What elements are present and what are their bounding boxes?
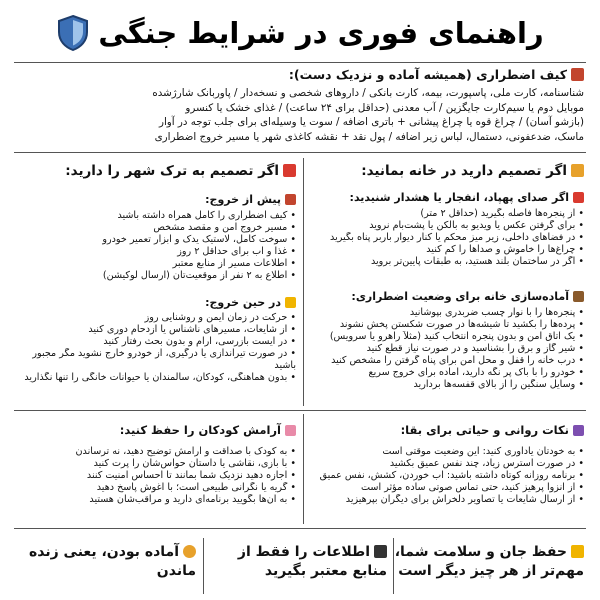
compass-icon [183, 545, 196, 558]
stay-title [361, 163, 584, 179]
kids-list [14, 446, 296, 506]
list-item: • اطلاع به ۲ نفر از موقعیت‌تان (ارسال لوکیشن) [14, 270, 296, 282]
prep-heading-text: آماده‌سازی خانه برای وضعیت اضطراری: [351, 290, 569, 303]
mental-heading-text: نکات روانی و حیاتی برای بقا: [400, 423, 569, 437]
before-heading [14, 193, 296, 206]
list-item: • اطلاعات مسیر از منابع معتبر [14, 258, 296, 270]
list-item: • شیر گاز و برق را بشناسید و در صورت نیاز قطع کنید [302, 343, 584, 355]
house-icon [571, 164, 584, 177]
page-title: راهنمای فوری در شرایط جنگی [98, 16, 544, 50]
shield-icon [56, 14, 90, 52]
mental-heading [401, 423, 584, 437]
list-item: • مسیر خروج امن و مقصد مشخص [14, 222, 296, 234]
kit-line: موبایل دوم یا سیم‌کارت جایگزین / آب معدنی (حداقل برای ۲۴ ساعت) / غذای خشک یا کنسرو [185, 101, 584, 114]
list-item: • پرده‌ها را بکشید تا شیشه‌ها در صورت شکستن پخش نشوند [302, 319, 584, 331]
kit-line: (بازشو آسان) / چراغ قوه یا چراغ پیشانی + باتری اضافه / سوت یا وسیله‌ای برای جلب توجه در آوار [158, 116, 584, 128]
meditation-icon [573, 425, 584, 436]
list-item: • وسایل سنگین را از بالای قفسه‌ها بردارید [302, 379, 584, 391]
leave-title-text: اگر تصمیم به ترک شهر را دارید: [65, 163, 279, 179]
door-icon [573, 291, 584, 302]
backpack-icon [285, 194, 296, 205]
footer-callout-ready [14, 543, 196, 581]
list-item: • در ایست بازرسی، آرام و بدون بحث رفتار کنید [14, 336, 296, 348]
phone-icon [374, 545, 387, 558]
before-heading-text: پیش از خروج: [205, 193, 281, 206]
list-item: • از شایعات، مسیرهای ناشناس یا ازدحام دوری کنید [14, 324, 296, 336]
warning-icon [285, 297, 296, 308]
kit-list [16, 86, 584, 144]
list-item: • به کودک با صداقت و آرامش توضیح دهید، نه ترساندن [14, 446, 296, 458]
list-item: • کیف اضطراری را کامل همراه داشته باشید [14, 210, 296, 222]
list-item: • غذا و آب برای حداقل ۲ روز [14, 246, 296, 258]
footer-callout-info [212, 543, 387, 581]
list-item: • از انزوا پرهیز کنید، حتی تماس صوتی ساده مؤثر است [302, 482, 584, 494]
kit-heading [289, 67, 584, 82]
kit-line: ماسک، ضدعفونی، دستمال، لباس زیر اضافه / پول نقد + نقشه کاغذی شهر یا مسیر خروج اضطراری [154, 130, 584, 143]
list-item: • درب خانه را قفل و محل امن برای پناه گرفتن را مشخص کنید [302, 355, 584, 367]
list-item: • حرکت در زمان ایمن و روشنایی روز [14, 312, 296, 324]
divider-footer-2 [203, 538, 204, 594]
list-item: • خودرو را با باک پر نگه دارید، آماده برای خروج سریع [302, 367, 584, 379]
siren-icon [573, 192, 584, 203]
page-title-row [0, 8, 600, 58]
during-heading [14, 296, 296, 309]
list-item: • برنامه روزانه کوتاه داشته باشید: آب خوردن، کشش، نفس عمیق [302, 470, 584, 482]
list-item: • به خودتان یادآوری کنید: این وضعیت موقتی است [302, 446, 584, 458]
list-item: • اگر در ساختمان بلند هستید، به طبقات پایین‌تر بروید [302, 256, 584, 268]
kids-heading [14, 423, 296, 437]
during-list [14, 312, 296, 384]
during-heading-text: در حین خروج: [205, 296, 281, 309]
mental-list [302, 446, 584, 506]
list-item: • در فضاهای داخلی، زیر میز محکم یا کنار دیوار باربر پناه بگیرید [302, 232, 584, 244]
alarm-list [302, 208, 584, 268]
prep-heading [351, 290, 584, 303]
brain-icon [285, 425, 296, 436]
before-list [14, 210, 296, 282]
leave-title [14, 163, 296, 179]
list-item: • با بازی، نقاشی یا داستان حواس‌شان را پرت کنید [14, 458, 296, 470]
footer-callout-life [394, 543, 584, 581]
backpack-icon [571, 68, 584, 81]
divider-bottom [14, 528, 586, 529]
car-icon [283, 164, 296, 177]
footer-callout-ready-text: آماده بودن، یعنی زنده ماندن [29, 544, 196, 579]
alarm-heading [350, 191, 584, 204]
kids-heading-text: آرامش کودکان را حفظ کنید: [119, 423, 281, 437]
list-item: • از ارسال شایعات یا تصاویر دلخراش برای دیگران بپرهیزید [302, 494, 584, 506]
list-item: • بدون هماهنگی، کودکان، سالمندان یا حیوانات خانگی را تنها نگذارید [14, 372, 296, 384]
divider-middle [14, 410, 586, 411]
list-item: • چراغ‌ها را خاموش و صداها را کم کنید [302, 244, 584, 256]
list-item: • سوخت کامل، لاستیک یدک و ابزار تعمیر خودرو [14, 234, 296, 246]
prep-list [302, 307, 584, 391]
footer-callout-life-text: حفظ جان و سلامت شما، مهم‌تر از هر چیز دیگر است [394, 544, 584, 579]
list-item: • در صورت تیراندازی یا درگیری، از خودرو خارج نشوید مگر مجبور باشید [14, 348, 296, 372]
list-item: • در صورت استرس زیاد، چند نفس عمیق بکشید [302, 458, 584, 470]
kit-heading-text: کیف اضطراری (همیشه آماده و نزدیک دست): [288, 67, 567, 82]
divider-top [14, 62, 586, 63]
stay-title-text: اگر تصمیم دارید در خانه بمانید: [361, 163, 567, 179]
list-item: • گریه یا نگرانی طبیعی است؛ با آغوش پاسخ دهید [14, 482, 296, 494]
divider-footer-1 [393, 538, 394, 594]
list-item: • به آن‌ها بگویید برنامه‌ای دارید و مراقب‌شان هستید [14, 494, 296, 506]
kit-line: شناسنامه، کارت ملی، پاسپورت، بیمه، کارت بانکی / داروهای شخصی و نسخه‌دار / پاوربانک شارژشده [152, 87, 584, 99]
list-item: • اجازه دهید نزدیک شما بمانند تا احساس امنیت کنند [14, 470, 296, 482]
footer-callout-info-text: اطلاعات را فقط از منابع معتبر بگیرید [237, 544, 387, 579]
list-item: • برای گرفتن عکس یا ویدیو به بالکن یا پشت‌بام نروید [302, 220, 584, 232]
divider-kit [14, 152, 586, 153]
warning-icon [571, 545, 584, 558]
list-item: • از پنجره‌ها فاصله بگیرید (حداقل ۲ متر) [302, 208, 584, 220]
alarm-heading-text: اگر صدای پهپاد، انفجار یا هشدار شنیدید: [349, 191, 569, 204]
list-item: • پنجره‌ها را با نوار چسب ضربدری بپوشانید [302, 307, 584, 319]
list-item: • یک اتاق امن و بدون پنجره انتخاب کنید (مثلاً راهرو یا سرویس) [302, 331, 584, 343]
